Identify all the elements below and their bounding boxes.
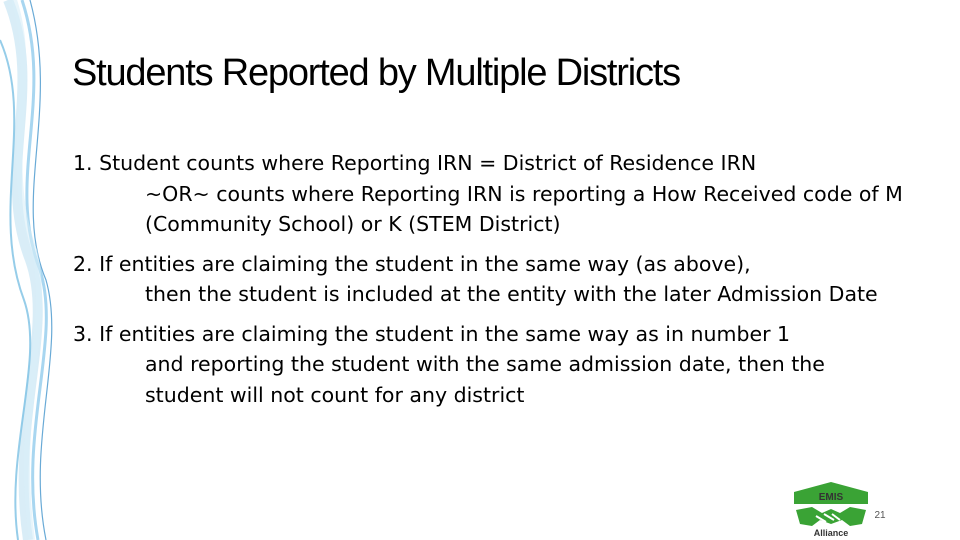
list-item-continuation: ~OR~ counts where Reporting IRN is reporting a How Received code of M (Community School) or K (STEM District) [145, 181, 903, 236]
slide-title: Students Reported by Multiple Districts [72, 52, 680, 94]
list-item-continuation: and reporting the student with the same admission date, then the student will not count for any district [145, 352, 825, 407]
page-number: 21 [874, 510, 886, 521]
list-item [73, 148, 903, 240]
list-item-continuation: then the student is included at the entity with the later Admission Date [145, 282, 878, 306]
logo-top-text: EMIS [818, 492, 844, 503]
emis-alliance-logo [786, 480, 876, 540]
list-item-first-line: 3. If entities are claiming the student in the same way as in number 1 [73, 321, 791, 346]
left-wave-decoration [0, 0, 70, 540]
list-item [73, 319, 903, 411]
list-item [73, 249, 903, 310]
logo-bottom-text: Alliance [813, 528, 849, 538]
handshake-icon [796, 507, 866, 526]
slide-body [73, 148, 903, 419]
list-item-first-line: 1. Student counts where Reporting IRN = District of Residence IRN [73, 151, 757, 175]
list-item-first-line: 2. If entities are claiming the student in the same way (as above), [73, 251, 751, 276]
